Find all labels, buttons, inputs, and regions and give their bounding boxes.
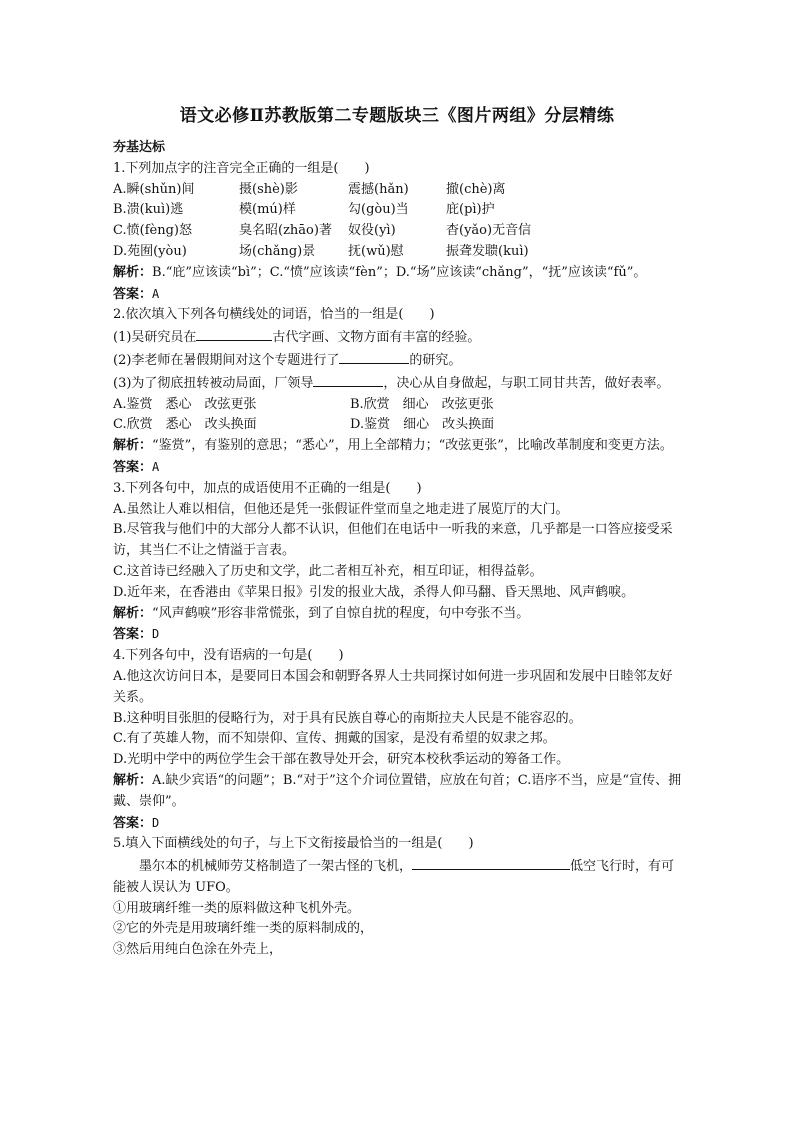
analysis-text: A.缺少宾语“的问题”；B.“对于”这个介词位置错，应放在句首；C.语序不当，应是“宣传、拥戴、崇仰”。	[113, 772, 682, 809]
question-1-answer	[113, 284, 683, 306]
q2-option-d: D.鉴赏 细心 改头换面	[350, 417, 495, 433]
q5-blank	[412, 855, 570, 870]
q4-option-a: A.他这次访问日本，是要同日本国会和朝野各界人士共同探讨如何进一步巩固和发展中日睦邻友好关系。	[113, 668, 673, 705]
q2-s3-before: (3)为了彻底扭转被动局面，厂领导	[113, 375, 314, 391]
q3-option-c: C.这首诗已经融入了历史和文学，此二者相互补充，相互印证，相得益彰。	[113, 563, 543, 579]
q3-option-d: D.近年来，在香港由《苹果日报》引发的报业大战，杀得人仰马翻、昏天黑地、风声鹤唳。	[113, 584, 635, 600]
q1-option-b-4: 庇(pì)护	[446, 202, 495, 218]
q3-option-b: B.尽管我与他们中的大部分人都不认识，但他们在电话中一听我的来意，几乎都是一口答应接受采访，其当仁不让之情溢于言表。	[113, 522, 673, 559]
q2-option-c: C.欣赏 悉心 改头换面	[113, 417, 257, 433]
q1-option-b-1: B.溃(kuì)逃	[113, 202, 184, 218]
q1-option-d-1: D.苑囿(yòu)	[113, 243, 187, 259]
analysis-label: 解析：	[113, 772, 153, 788]
q2-s2-after: 的研究。	[409, 352, 462, 368]
q1-option-d-4: 振聋发聩(kuì)	[446, 243, 529, 259]
answer-label: 答案：	[113, 459, 153, 475]
analysis-label: 解析：	[113, 605, 153, 621]
q4-option-d: D.光明中学中的两位学生会干部在教导处开会，研究本校秋季运动的筹备工作。	[113, 752, 570, 768]
analysis-label: 解析：	[113, 438, 153, 454]
q5-item-2: ②它的外壳是用玻璃纤维一类的原料制成的，	[113, 921, 374, 937]
q2-blank-1	[196, 326, 272, 341]
q2-sentence-2	[113, 349, 683, 372]
q1-option-c-1: C.愤(fèng)怒	[113, 223, 192, 239]
q1-option-c-2: 臭名昭(zhāo)著	[239, 223, 332, 239]
q1-option-a-2: 摄(shè)影	[239, 181, 298, 197]
answer-value: A	[152, 286, 160, 301]
answer-value: D	[152, 815, 160, 830]
question-1-stem: 1.下列加点字的注音完全正确的一组是( )	[113, 160, 370, 176]
q1-option-d-3: 抚(wǔ)慰	[348, 243, 404, 259]
q2-s2-before: (2)李老师在暑假期间对这个专题进行了	[113, 352, 340, 368]
question-4-stem: 4.下列各句中，没有语病的一句是( )	[113, 648, 344, 664]
page-title: 语文必修Ⅱ苏教版第二专题版块三《图片两组》分层精练	[179, 106, 615, 126]
analysis-label: 解析：	[113, 264, 153, 280]
question-5-stem: 5.填入下面横线处的句子，与上下文衔接最恰当的一组是( )	[113, 836, 474, 852]
question-4-analysis	[113, 771, 683, 813]
question-2-analysis	[113, 436, 683, 457]
q2-blank-2	[339, 349, 409, 364]
q1-option-c-3: 奴役(yì)	[348, 223, 396, 239]
question-2-stem: 2.依次填入下列各句横线处的词语，恰当的一组是( )	[113, 307, 435, 323]
q3-option-a: A.虽然让人难以相信，但他还是凭一张假证件堂而皇之地走进了展览厅的大门。	[113, 501, 569, 517]
answer-label: 答案：	[113, 286, 153, 302]
q2-sentence-3	[113, 372, 683, 395]
q2-option-b: B.欣赏 细心 改弦更张	[350, 396, 494, 412]
section-heading: 夯基达标	[113, 140, 166, 155]
q5-passage	[113, 855, 683, 899]
question-2-options	[113, 395, 683, 437]
q5-item-1: ①用玻璃纤维一类的原料做这种飞机外壳。	[113, 900, 361, 916]
q5-passage-after: 低空飞行时，有可能被人误认为 UFO。	[113, 859, 675, 895]
question-2-answer	[113, 457, 683, 479]
q5-item-3: ③然后用纯白色涂在外壳上，	[113, 942, 283, 958]
question-3-stem: 3.下列各句中，加点的成语使用不正确的一组是( )	[113, 480, 422, 496]
question-1-analysis	[113, 263, 683, 284]
answer-label: 答案：	[113, 627, 153, 643]
analysis-text: “鉴赏”，有鉴别的意思；“悉心”，用上全部精力；“改弦更张”，比喻改革制度和变更方法。	[152, 438, 673, 454]
question-3-answer	[113, 624, 683, 646]
q4-option-b: B.这种明目张胆的侵略行为，对于具有民族自尊心的南斯拉夫人民是不能容忍的。	[113, 710, 582, 726]
analysis-text: “风声鹤唳”形容非常慌张，到了自惊自扰的程度，句中夸张不当。	[152, 605, 530, 621]
q2-blank-3	[313, 372, 383, 387]
q2-s3-after: ，决心从自身做起，与职工同甘共苦，做好表率。	[383, 375, 670, 391]
question-3-analysis	[113, 604, 683, 625]
q1-option-a-4: 撤(chè)离	[446, 181, 506, 197]
document-body	[113, 138, 683, 961]
answer-value: D	[152, 627, 160, 642]
q1-option-b-3: 勾(gòu)当	[348, 202, 409, 218]
analysis-text: B.“庇”应该读“bì”；C.“愤”应该读“fèn”；D.“场”应该读“chǎng”，“抚”应该读“fǔ”。	[152, 264, 647, 280]
q2-s1-after: 古代字画、文物方面有丰富的经验。	[272, 330, 481, 346]
q4-option-c: C.有了英雄人物，而不知崇仰、宣传、拥戴的国家，是没有希望的奴隶之邦。	[113, 731, 556, 747]
q1-option-a-3: 震撼(hǎn)	[348, 181, 409, 197]
q1-option-c-4: 杳(yǎo)无音信	[446, 223, 532, 239]
q1-option-b-2: 模(mú)样	[239, 202, 296, 218]
q2-option-a: A.鉴赏 悉心 改弦更张	[113, 396, 257, 412]
q1-option-a-1: A.瞬(shǔn)间	[113, 181, 195, 197]
answer-value: A	[152, 459, 160, 474]
question-4-answer	[113, 813, 683, 835]
q1-option-d-2: 场(chǎng)景	[239, 243, 316, 259]
answer-label: 答案：	[113, 815, 153, 831]
question-1-options	[113, 180, 683, 263]
q2-s1-before: (1)吴研究员在	[113, 330, 197, 346]
q2-sentence-1	[113, 326, 683, 349]
q5-passage-before: 墨尔本的机械师劳艾格制造了一架古怪的飞机，	[139, 859, 413, 875]
